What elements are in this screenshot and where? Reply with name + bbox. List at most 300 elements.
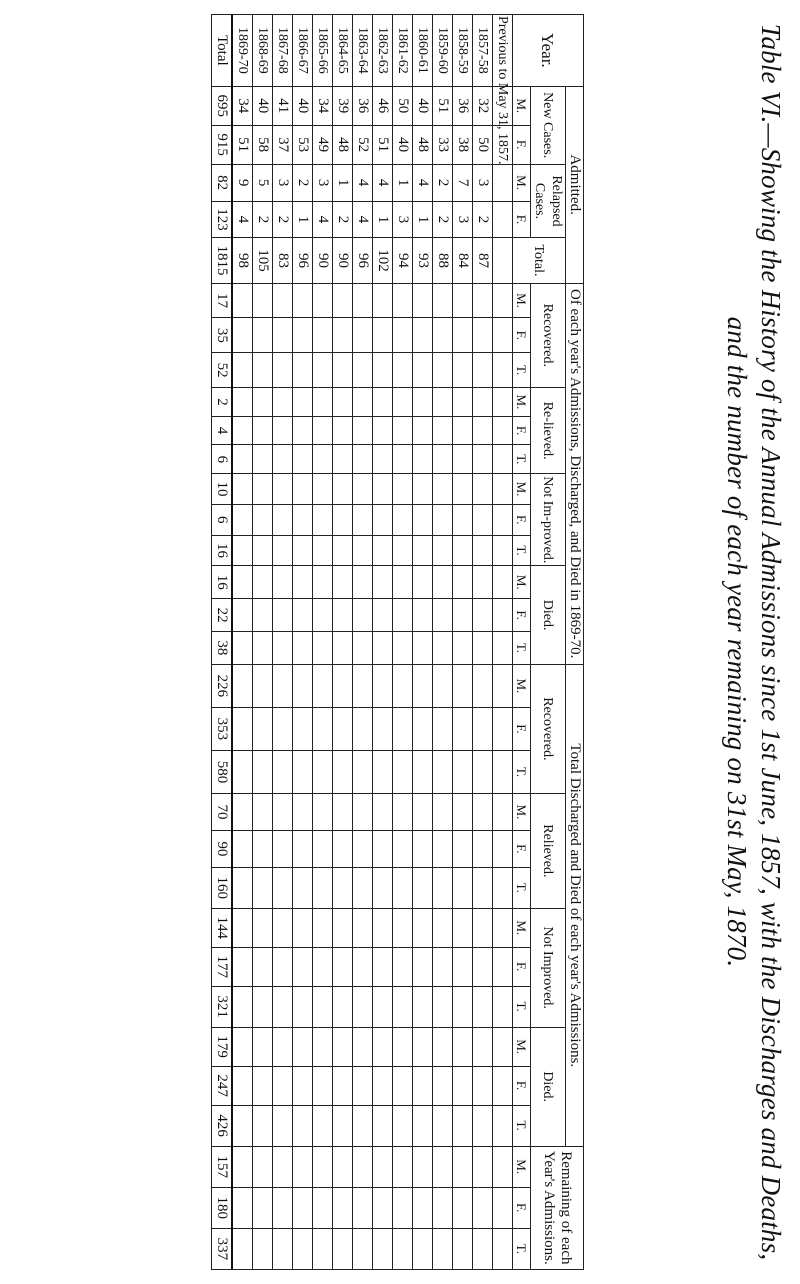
header-m: M. (513, 664, 531, 707)
data-cell (453, 947, 473, 986)
header-t: T. (513, 750, 531, 793)
data-cell (453, 794, 473, 831)
data-cell (373, 1027, 393, 1066)
data-cell: 90 (333, 238, 353, 283)
data-cell (293, 632, 313, 665)
data-cell (333, 1105, 353, 1146)
data-cell (413, 535, 433, 566)
data-cell (453, 830, 473, 867)
data-cell (293, 504, 313, 535)
data-cell (393, 388, 413, 417)
data-cell (293, 599, 313, 632)
total-cell: 4 (212, 416, 233, 445)
total-cell: 226 (212, 664, 233, 707)
table-row (232, 15, 253, 1270)
data-cell (373, 664, 393, 707)
data-cell (453, 388, 473, 417)
data-cell (493, 566, 513, 599)
total-label: Total (212, 15, 233, 87)
data-cell (353, 1228, 373, 1269)
data-cell (433, 947, 453, 986)
data-cell (373, 1228, 393, 1269)
data-cell: 33 (433, 125, 453, 164)
total-cell: 426 (212, 1105, 233, 1146)
data-cell (253, 986, 273, 1027)
data-cell (293, 283, 313, 318)
data-cell (413, 416, 433, 445)
data-cell (453, 353, 473, 388)
data-cell (353, 599, 373, 632)
data-cell (393, 535, 413, 566)
data-cell: 102 (373, 238, 393, 283)
data-cell (433, 1105, 453, 1146)
header-recovered: Recovered. (531, 283, 566, 388)
year-cell: 1861-62 (393, 15, 413, 87)
data-cell (353, 794, 373, 831)
data-cell: 53 (293, 125, 313, 164)
table-row (313, 15, 333, 1270)
data-cell (333, 353, 353, 388)
data-cell (433, 388, 453, 417)
history-table (211, 14, 584, 1270)
total-cell: 580 (212, 750, 233, 793)
data-cell (273, 707, 293, 750)
data-cell: 48 (413, 125, 433, 164)
data-cell (413, 388, 433, 417)
data-cell: 105 (253, 238, 273, 283)
data-cell: 84 (453, 238, 473, 283)
data-cell: 3 (473, 164, 493, 201)
data-cell (413, 664, 433, 707)
data-cell (353, 388, 373, 417)
data-cell: 50 (473, 125, 493, 164)
data-cell (333, 947, 353, 986)
data-cell: 36 (453, 86, 473, 125)
data-cell (273, 599, 293, 632)
data-cell (493, 1027, 513, 1066)
data-cell (253, 504, 273, 535)
header-total: Total. (513, 238, 566, 283)
total-cell: 35 (212, 318, 233, 353)
data-cell (253, 794, 273, 831)
header-f: F. (513, 1187, 531, 1228)
total-cell: 16 (212, 535, 233, 566)
data-cell (393, 1105, 413, 1146)
header-m: M. (513, 388, 531, 417)
data-cell (433, 794, 453, 831)
table-subtitle: and the number of each year remaining on 31st May, 1870. (722, 316, 752, 968)
data-cell (413, 1066, 433, 1105)
data-cell (433, 908, 453, 947)
data-cell (313, 1146, 333, 1187)
data-cell: 34 (232, 86, 253, 125)
year-cell: 1869-70 (232, 15, 253, 87)
header-f: F. (513, 125, 531, 164)
data-cell (493, 416, 513, 445)
total-cell: 157 (212, 1146, 233, 1187)
data-cell (313, 1066, 333, 1105)
total-cell: 915 (212, 125, 233, 164)
data-cell: 2 (473, 201, 493, 238)
data-cell (253, 750, 273, 793)
data-cell (493, 867, 513, 908)
data-cell (413, 474, 433, 505)
data-cell (473, 632, 493, 665)
data-cell (433, 986, 453, 1027)
data-cell (232, 445, 253, 474)
data-cell (333, 1146, 353, 1187)
data-cell: 41 (273, 86, 293, 125)
data-cell (413, 707, 433, 750)
header-t: T. (513, 1228, 531, 1269)
data-cell (293, 830, 313, 867)
data-cell (273, 1027, 293, 1066)
data-cell: 5 (253, 164, 273, 201)
data-cell (353, 707, 373, 750)
table-body (212, 15, 513, 1270)
data-cell (333, 1027, 353, 1066)
data-cell (493, 164, 513, 201)
data-cell (232, 867, 253, 908)
data-cell (232, 599, 253, 632)
data-cell (253, 867, 273, 908)
data-cell (473, 445, 493, 474)
data-cell: 36 (353, 86, 373, 125)
data-cell (353, 750, 373, 793)
header-t: T. (513, 632, 531, 665)
data-cell (393, 830, 413, 867)
data-cell (413, 1187, 433, 1228)
data-cell: 51 (373, 125, 393, 164)
data-cell: 1 (413, 201, 433, 238)
header-m: M. (513, 86, 531, 125)
data-cell (433, 867, 453, 908)
data-cell (333, 535, 353, 566)
table-row (333, 15, 353, 1270)
data-cell (413, 318, 433, 353)
table-row (473, 15, 493, 1270)
data-cell (453, 1146, 473, 1187)
header-m: M. (513, 566, 531, 599)
data-cell (393, 566, 413, 599)
data-cell (232, 664, 253, 707)
table-row (293, 15, 313, 1270)
data-cell (433, 1027, 453, 1066)
data-cell (453, 318, 473, 353)
data-cell: 39 (333, 86, 353, 125)
data-cell: 40 (393, 125, 413, 164)
data-cell (273, 908, 293, 947)
data-cell (232, 535, 253, 566)
data-cell: 2 (433, 164, 453, 201)
data-cell (293, 986, 313, 1027)
data-cell: 32 (473, 86, 493, 125)
data-cell (393, 1027, 413, 1066)
data-cell (253, 947, 273, 986)
data-cell: 90 (313, 238, 333, 283)
data-cell (293, 353, 313, 388)
data-cell (393, 1187, 413, 1228)
data-cell (493, 947, 513, 986)
data-cell (293, 318, 313, 353)
header-not-improved-short: Not Im-proved. (531, 474, 566, 566)
data-cell (473, 1187, 493, 1228)
data-cell (373, 1066, 393, 1105)
data-cell (493, 1066, 513, 1105)
data-cell (313, 445, 333, 474)
data-cell (353, 1146, 373, 1187)
data-cell (313, 1027, 333, 1066)
data-cell (373, 830, 393, 867)
total-cell: 180 (212, 1187, 233, 1228)
year-cell: 1859-60 (433, 15, 453, 87)
data-cell: 98 (232, 238, 253, 283)
data-cell (353, 566, 373, 599)
data-cell (393, 283, 413, 318)
data-cell (232, 504, 253, 535)
data-cell (313, 794, 333, 831)
data-cell: 1 (333, 164, 353, 201)
data-cell (413, 867, 433, 908)
data-cell (293, 535, 313, 566)
data-cell (273, 1105, 293, 1146)
data-cell (393, 599, 413, 632)
data-cell (253, 1066, 273, 1105)
data-cell (433, 830, 453, 867)
data-cell (273, 445, 293, 474)
total-cell: 337 (212, 1228, 233, 1269)
data-cell (373, 388, 393, 417)
data-cell (232, 474, 253, 505)
data-cell (493, 599, 513, 632)
header-f: F. (513, 504, 531, 535)
header-m: M. (513, 283, 531, 318)
data-cell (453, 664, 473, 707)
total-cell: 179 (212, 1027, 233, 1066)
data-cell (493, 1146, 513, 1187)
data-cell (373, 867, 393, 908)
data-cell (353, 1066, 373, 1105)
data-cell (293, 1228, 313, 1269)
data-cell (473, 416, 493, 445)
data-cell (273, 1187, 293, 1228)
data-cell (453, 283, 473, 318)
table-row (453, 15, 473, 1270)
data-cell (413, 445, 433, 474)
data-cell (253, 353, 273, 388)
total-cell: 90 (212, 830, 233, 867)
data-cell (413, 750, 433, 793)
table-row (433, 15, 453, 1270)
data-cell (433, 283, 453, 318)
header-of-each-year: Of each year's Admissions, Discharged, and Died in 1869-70. (566, 283, 584, 664)
data-cell (473, 353, 493, 388)
data-cell (433, 474, 453, 505)
data-cell (413, 1105, 433, 1146)
data-cell (313, 830, 333, 867)
header-m: M. (513, 794, 531, 831)
data-cell (393, 867, 413, 908)
data-cell (273, 353, 293, 388)
table-row (373, 15, 393, 1270)
data-cell (493, 474, 513, 505)
data-cell: 4 (232, 201, 253, 238)
data-cell (493, 794, 513, 831)
data-cell (493, 986, 513, 1027)
data-cell (232, 794, 253, 831)
data-cell (413, 947, 433, 986)
data-cell (333, 1066, 353, 1105)
data-cell (473, 750, 493, 793)
data-cell (353, 535, 373, 566)
header-f: F. (513, 830, 531, 867)
data-cell (493, 1228, 513, 1269)
header-total-relieved: Relieved. (531, 794, 566, 909)
data-cell (493, 283, 513, 318)
data-cell (333, 830, 353, 867)
data-cell (353, 867, 373, 908)
data-cell (373, 794, 393, 831)
data-cell (293, 1027, 313, 1066)
data-cell (473, 504, 493, 535)
data-cell (253, 388, 273, 417)
data-cell (313, 504, 333, 535)
data-cell (293, 1187, 313, 1228)
data-cell (493, 201, 513, 238)
data-cell (333, 416, 353, 445)
data-cell (433, 504, 453, 535)
data-cell (253, 1105, 273, 1146)
header-t: T. (513, 1105, 531, 1146)
data-cell (473, 986, 493, 1027)
total-cell: 160 (212, 867, 233, 908)
data-cell (373, 1187, 393, 1228)
data-cell (313, 750, 333, 793)
data-cell: 2 (333, 201, 353, 238)
data-cell (433, 707, 453, 750)
data-cell (453, 474, 473, 505)
data-cell (473, 1105, 493, 1146)
data-cell (273, 867, 293, 908)
data-cell (232, 908, 253, 947)
data-cell (473, 566, 493, 599)
total-cell: 177 (212, 947, 233, 986)
data-cell (493, 707, 513, 750)
data-cell (333, 632, 353, 665)
data-cell (353, 318, 373, 353)
data-cell (232, 947, 253, 986)
data-cell (493, 535, 513, 566)
data-cell: 4 (413, 164, 433, 201)
data-cell (273, 566, 293, 599)
data-cell (333, 1228, 353, 1269)
header-t: T. (513, 445, 531, 474)
data-cell (333, 664, 353, 707)
data-cell (453, 867, 473, 908)
data-cell (293, 566, 313, 599)
year-cell: 1864-65 (333, 15, 353, 87)
total-cell: 695 (212, 86, 233, 125)
data-cell (273, 504, 293, 535)
year-cell: Previous to May 31, 1857. (493, 15, 513, 87)
data-cell: 96 (293, 238, 313, 283)
header-new-cases: New Cases. (531, 86, 566, 164)
data-cell: 93 (413, 238, 433, 283)
data-cell (493, 504, 513, 535)
data-cell (293, 474, 313, 505)
total-cell: 22 (212, 599, 233, 632)
total-cell: 321 (212, 986, 233, 1027)
table-container (8, 0, 588, 1284)
total-cell: 17 (212, 283, 233, 318)
year-cell: 1858-59 (453, 15, 473, 87)
data-cell (433, 353, 453, 388)
data-cell (273, 416, 293, 445)
data-cell (473, 867, 493, 908)
total-cell: 52 (212, 353, 233, 388)
data-cell (433, 416, 453, 445)
data-cell (333, 867, 353, 908)
total-cell: 6 (212, 504, 233, 535)
data-cell (373, 535, 393, 566)
data-cell (413, 599, 433, 632)
data-cell (373, 632, 393, 665)
data-cell (273, 664, 293, 707)
data-cell: 3 (393, 201, 413, 238)
data-cell (333, 986, 353, 1027)
data-cell (253, 318, 273, 353)
data-cell (393, 750, 413, 793)
year-cell: 1863-64 (353, 15, 373, 87)
data-cell (353, 1027, 373, 1066)
data-cell (333, 445, 353, 474)
total-cell: 82 (212, 164, 233, 201)
data-cell (433, 535, 453, 566)
data-cell (293, 416, 313, 445)
data-cell (273, 750, 293, 793)
table-row (413, 15, 433, 1270)
data-cell (253, 445, 273, 474)
year-cell: 1867-68 (273, 15, 293, 87)
data-cell (253, 1027, 273, 1066)
data-cell: 38 (453, 125, 473, 164)
data-cell (333, 794, 353, 831)
data-cell (293, 750, 313, 793)
header-m: M. (513, 908, 531, 947)
total-cell: 123 (212, 201, 233, 238)
data-cell: 3 (453, 201, 473, 238)
data-cell: 2 (293, 164, 313, 201)
data-cell (273, 632, 293, 665)
table-row (253, 15, 273, 1270)
header-m: M. (513, 474, 531, 505)
data-cell (473, 1146, 493, 1187)
data-cell (253, 416, 273, 445)
data-cell (353, 632, 373, 665)
header-died: Died. (531, 566, 566, 664)
data-cell (232, 566, 253, 599)
data-cell (313, 283, 333, 318)
data-cell (433, 632, 453, 665)
header-t: T. (513, 535, 531, 566)
title-block (694, 0, 800, 1284)
data-cell (232, 318, 253, 353)
data-cell (453, 632, 473, 665)
total-cell: 144 (212, 908, 233, 947)
data-cell (493, 664, 513, 707)
data-cell: 52 (353, 125, 373, 164)
data-cell (313, 908, 333, 947)
